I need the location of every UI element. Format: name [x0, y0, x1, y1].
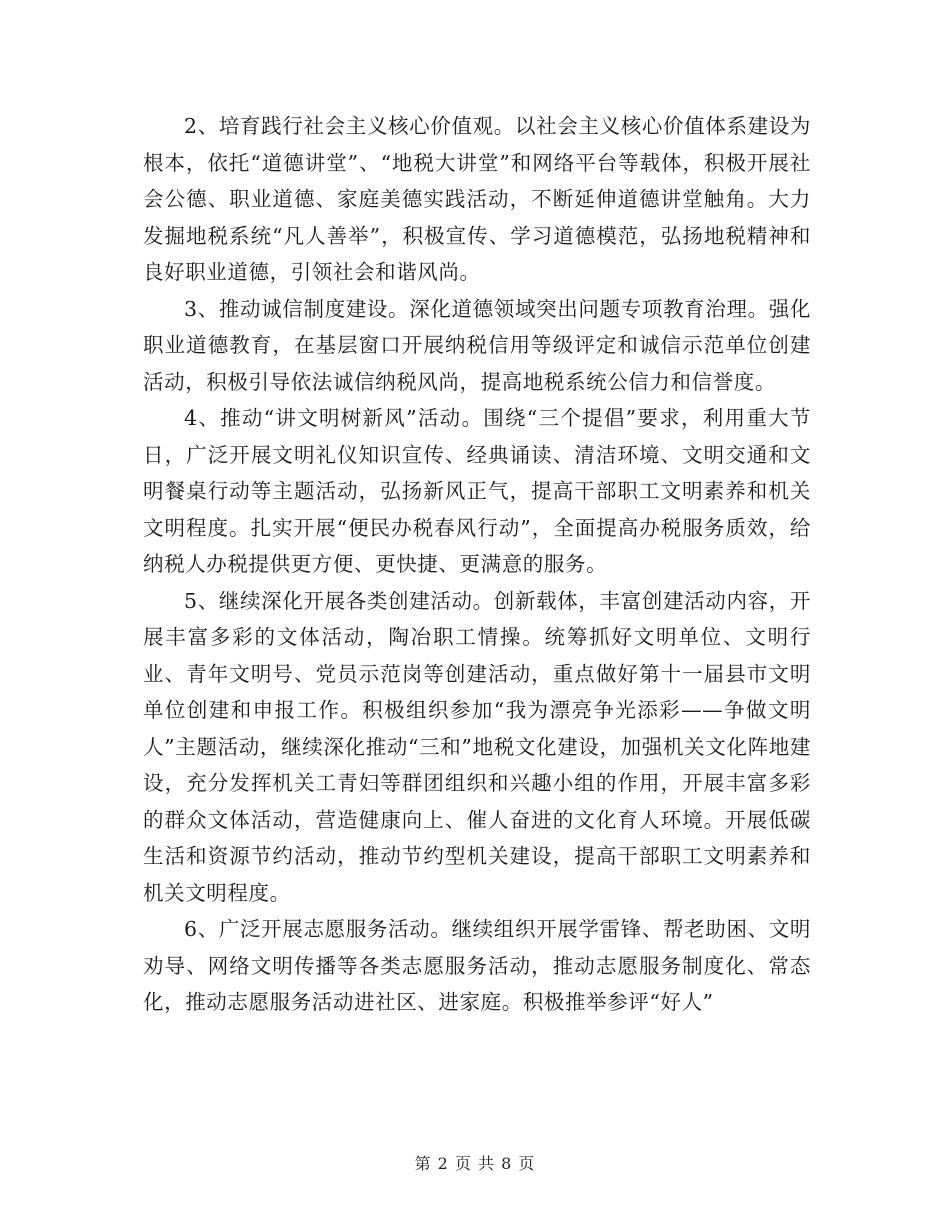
- paragraph-item-6: 6、广泛开展志愿服务活动。继续组织开展学雷锋、帮老助困、文明劝导、网络文明传播等各类志愿服务活动，推动志愿服务制度化、常态化，推动志愿服务活动进社区、进家庭。积极推举参评“好人”: [143, 917, 811, 1014]
- page-number-footer: 第 2 页 共 8 页: [414, 1154, 536, 1173]
- paragraph-item-3: 3、推动诚信制度建设。深化道德领域突出问题专项教育治理。强化职业道德教育，在基层窗口开展纳税信用等级评定和诚信示范单位创建活动，积极引导依法诚信纳税风尚，提高地税系统公信力和信誉度。: [143, 296, 811, 394]
- paragraph-item-2: 2、培育践行社会主义核心价值观。以社会主义核心价值体系建设为根本，依托“道德讲堂”、“地税大讲堂”和网络平台等载体，积极开展社会公德、职业道德、家庭美德实践活动，不断延伸道德讲堂触角。大力发掘地税系统“凡人善举”，积极宣传、学习道德模范，弘扬地税精神和良好职业道德，引领社会和谐风尚。: [143, 114, 811, 284]
- document-body: [143, 108, 811, 1021]
- paragraph-item-4: 4、推动“讲文明树新风”活动。围绕“三个提倡”要求，利用重大节日，广泛开展文明礼仪知识宣传、经典诵读、清洁环境、文明交通和文明餐桌行动等主题活动，弘扬新风正气，提高干部职工文明素养和机关文明程度。扎实开展“便民办税春风行动”，全面提高办税服务质效，给纳税人办税提供更方便、更快捷、更满意的服务。: [143, 406, 811, 576]
- paragraph-item-5: 5、继续深化开展各类创建活动。创新载体，丰富创建活动内容，开展丰富多彩的文体活动，陶冶职工情操。统筹抓好文明单位、文明行业、青年文明号、党员示范岗等创建活动，重点做好第十一届县市文明单位创建和申报工作。积极组织参加“我为漂亮争光添彩——争做文明人”主题活动，继续深化推动“三和”地税文化建设，加强机关文化阵地建设，充分发挥机关工青妇等群团组织和兴趣小组的作用，开展丰富多彩的群众文体活动，营造健康向上、催人奋进的文化育人环境。开展低碳生活和资源节约活动，推动节约型机关建设，提高干部职工文明素养和机关文明程度。: [143, 588, 811, 905]
